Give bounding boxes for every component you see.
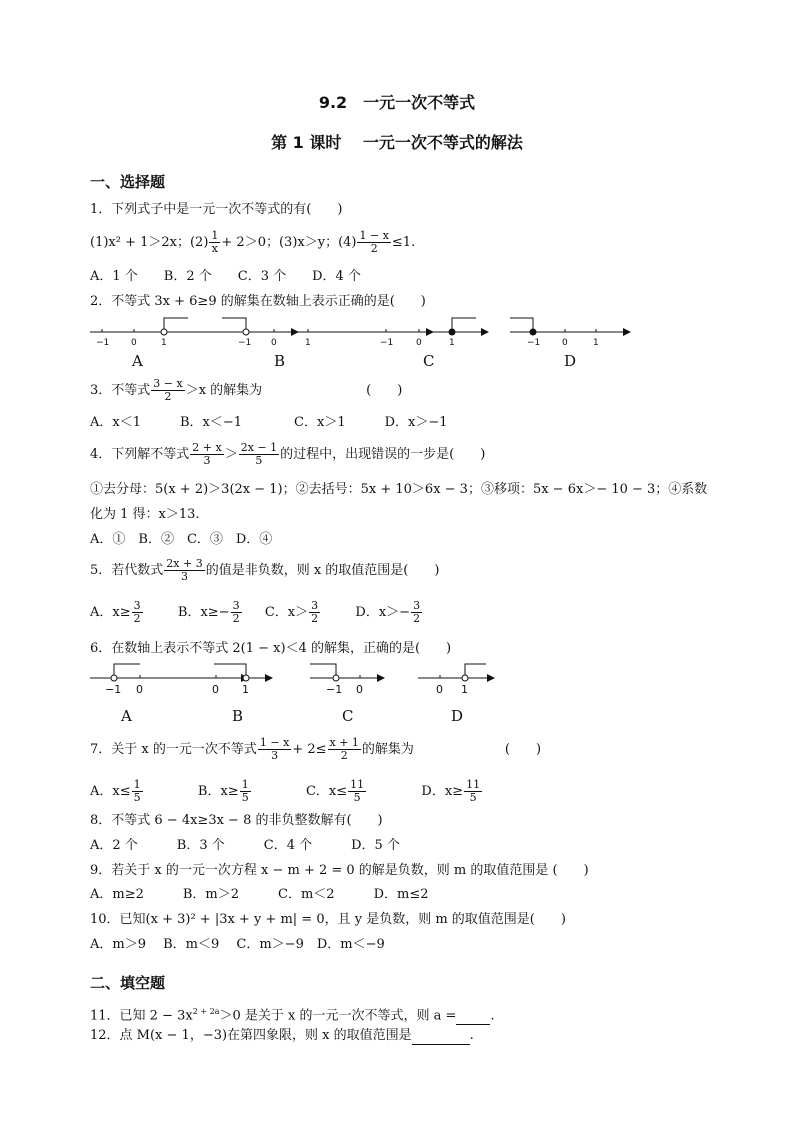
option-c: C．x≤ (305, 784, 348, 799)
question-10-stem: 10．已知(x + 3)² + |3x + y + m| = 0，且 y 是负数，则 m 的取值范围是( ) (90, 912, 566, 927)
denominator: 2 (232, 612, 240, 625)
q5-text-post: 的值是非负数，则 x 的取值范围是( ) (205, 563, 440, 578)
tick-label: 0 (136, 683, 143, 696)
option-label-a: A (132, 352, 143, 370)
q1-text-c: ≤1. (391, 235, 416, 250)
option-a: A．x≥ (90, 605, 131, 620)
q4-text-pre: 4．下列解不等式 (90, 447, 190, 462)
option-label-b: B (274, 352, 286, 370)
fraction (258, 737, 291, 762)
denominator: 3 (271, 749, 279, 762)
number-line-b (166, 664, 272, 696)
number-line-c (366, 318, 488, 348)
number-line-a (90, 664, 248, 696)
tick-label: 1 (161, 338, 167, 348)
numerator: 2x − 1 (240, 441, 278, 454)
denominator: 2 (311, 612, 319, 625)
option-b: B．x≥ (197, 784, 239, 799)
question-6-stem: 6．在数轴上表示不等式 2(1 − x)＜4 的解集，正确的是( ) (90, 641, 452, 656)
option-label-c: C (423, 352, 435, 370)
option-d: D．x≥ (421, 784, 464, 799)
numerator: 1 (211, 229, 219, 242)
q12-text-end: . (469, 1028, 474, 1043)
tick-label: 0 (271, 338, 277, 348)
q3-text-post: ＞x 的解集为 ( ) (185, 383, 403, 398)
fraction (190, 442, 223, 467)
q11-text-end: . (490, 1008, 495, 1024)
tick-label: 1 (305, 338, 311, 348)
fraction (328, 737, 361, 762)
denominator: 5 (133, 791, 141, 804)
numerator: 3 (413, 599, 421, 612)
open-circle (243, 675, 249, 681)
question-2-stem: 2．不等式 3x + 6≥9 的解集在数轴上表示正确的是( ) (90, 294, 426, 309)
tick-label: 1 (449, 338, 455, 348)
numerator: 1 − x (359, 229, 389, 242)
tick-label: 0 (562, 338, 568, 348)
fraction (209, 230, 220, 255)
question-8-stem: 8．不等式 6 − 4x≥3x − 8 的非负整数解有( ) (90, 813, 383, 828)
option-label-c: C (342, 707, 354, 725)
fraction (357, 230, 390, 255)
question-4-steps: ①去分母：5(x + 2)＞3(2x − 1)；②去括号：5x + 10＞6x − 3；③移项：5x − 6x＞− 10 − 3；④系数 (90, 482, 708, 497)
filled-circle (530, 329, 536, 335)
q1-text-a: (1)x² + 1＞2x；(2) (90, 235, 209, 250)
number-line-a (90, 318, 298, 348)
denominator: 2 (413, 612, 421, 625)
denominator: 2 (164, 390, 172, 403)
question-11-stem (90, 1004, 495, 1025)
tick-label: 1 (461, 683, 468, 696)
option-a: A．x≤ (90, 784, 131, 799)
numerator: 1 (133, 778, 141, 791)
numerator: 2x + 3 (166, 557, 203, 570)
open-circle (333, 675, 339, 681)
question-2-number-lines (88, 312, 648, 352)
fraction (464, 779, 482, 804)
question-1-options: A．1 个 B．2 个 C．3 个 D．4 个 (90, 269, 361, 284)
number-line-c (310, 664, 384, 696)
tick-label: 1 (242, 683, 249, 696)
question-6-number-lines (88, 660, 498, 700)
fraction (348, 779, 366, 804)
question-9-stem: 9．若关于 x 的一元一次方程 x − m + 2 = 0 的解是负数，则 m 的取值范围是 ( ) (90, 863, 589, 878)
option-b: B．x≥− (177, 605, 230, 620)
page-title: 9.2 一元一次不等式 (318, 93, 476, 112)
q4-text-mid: ＞ (224, 447, 238, 462)
section-heading-choice: 一、选择题 (90, 173, 166, 191)
tick-label: 0 (416, 338, 422, 348)
option-label-d: D (564, 352, 577, 370)
numerator: 1 − x (259, 736, 290, 749)
question-7-options (90, 779, 483, 804)
numerator: 3 (311, 599, 319, 612)
tick-label: −1 (105, 683, 122, 696)
answer-blank[interactable] (412, 1028, 470, 1045)
answer-blank[interactable] (456, 1008, 490, 1025)
fraction (151, 378, 184, 403)
tick-label: 1 (593, 338, 599, 348)
tick-label: 0 (436, 683, 443, 696)
denominator: 3 (203, 454, 211, 467)
question-1-stem: 1．下列式子中是一元一次不等式的有( ) (90, 202, 343, 217)
q7-text-mid: + 2≤ (292, 742, 327, 757)
numerator: 3 − x (153, 377, 183, 390)
option-label-b: B (232, 707, 244, 725)
question-8-options: A．2 个 B．3 个 C．4 个 D．5 个 (90, 838, 400, 853)
numerator: 1 (241, 778, 249, 791)
q7-text-pre: 7．关于 x 的一元一次不等式 (90, 742, 257, 757)
fraction (239, 442, 279, 467)
denominator: x (211, 242, 219, 255)
tick-label: −1 (527, 338, 541, 348)
tick-label: −1 (96, 338, 110, 348)
tick-label: 0 (356, 683, 363, 696)
fraction (164, 558, 204, 583)
numerator: 11 (466, 778, 481, 791)
denominator: 2 (133, 612, 141, 625)
question-12-stem (90, 1028, 474, 1045)
fraction (132, 779, 143, 804)
filled-circle (449, 329, 455, 335)
denominator: 5 (353, 791, 361, 804)
question-10-options: A．m＞9 B．m＜9 C．m＞−9 D．m＜−9 (90, 937, 385, 952)
option-label-d: D (451, 707, 464, 725)
open-circle (243, 329, 249, 335)
open-circle (161, 329, 167, 335)
denominator: 5 (241, 791, 249, 804)
numerator: 2 + x (192, 441, 222, 454)
q12-text-pre: 12．点 M(x − 1，−3)在第四象限，则 x 的取值范围是 (90, 1028, 412, 1043)
number-line-d (418, 664, 494, 696)
page-subtitle: 第 1 课时 一元一次不等式的解法 (271, 133, 523, 152)
numerator: 11 (350, 778, 365, 791)
denominator: 2 (370, 242, 378, 255)
question-4-steps-cont: 化为 1 得：x＞13. (90, 507, 200, 522)
q1-text-b: + 2＞0；(3)x＞y；(4) (221, 235, 357, 250)
exponent: 2 + 2a (192, 1007, 220, 1016)
question-5-stem (90, 558, 439, 583)
number-line-b (222, 318, 433, 348)
denominator: 3 (180, 570, 188, 583)
fraction (231, 600, 242, 625)
q4-text-post: 的过程中，出现错误的一步是( ) (280, 447, 486, 462)
numerator: 3 (133, 599, 141, 612)
denominator: 5 (469, 791, 477, 804)
question-3-options: A．x＜1 B．x＜−1 C．x＞1 D．x＞−1 (90, 415, 448, 430)
tick-label: 0 (131, 338, 137, 348)
fraction (411, 600, 422, 625)
denominator: 5 (255, 454, 263, 467)
q5-text-pre: 5．若代数式 (90, 563, 164, 578)
q11-text-post: ＞0 是关于 x 的一元一次不等式，则 a = (219, 1008, 457, 1024)
question-7-stem (90, 737, 541, 762)
option-label-a: A (121, 707, 132, 725)
option-c: C．x＞ (264, 605, 309, 620)
tick-label: 0 (212, 683, 219, 696)
question-4-options: A．① B．② C．③ D．④ (90, 532, 273, 547)
numerator: 3 (232, 599, 240, 612)
option-d: D．x＞− (355, 605, 411, 620)
denominator: 2 (340, 749, 348, 762)
question-5-options (90, 600, 423, 625)
open-circle (462, 675, 468, 681)
fraction (240, 779, 251, 804)
question-4-stem (90, 442, 485, 467)
open-circle (111, 675, 117, 681)
question-1-items (90, 230, 415, 255)
fraction (309, 600, 320, 625)
section-heading-fill: 二、填空题 (90, 974, 166, 992)
numerator: x + 1 (329, 736, 359, 749)
q7-text-post: 的解集为 ( ) (361, 742, 542, 757)
tick-label: −1 (380, 338, 394, 348)
question-3-stem (90, 378, 402, 403)
q11-text-pre: 11．已知 2 − 3x (90, 1008, 193, 1024)
q3-text-pre: 3．不等式 (90, 383, 151, 398)
question-9-options: A．m≥2 B．m＞2 C．m＜2 D．m≤2 (90, 887, 429, 902)
tick-label: −1 (238, 338, 252, 348)
tick-label: −1 (326, 683, 343, 696)
number-line-d (510, 318, 630, 348)
fraction (132, 600, 143, 625)
